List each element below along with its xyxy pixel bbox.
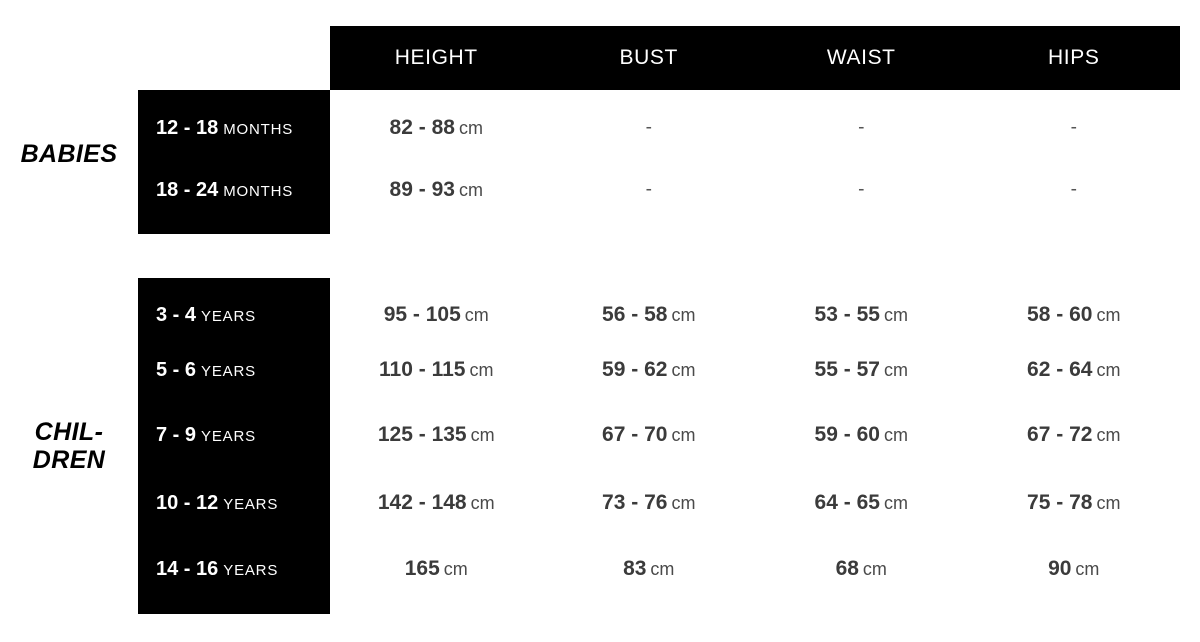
cell-hips-value: 62 - 64 bbox=[1027, 358, 1093, 381]
cell-bust bbox=[543, 117, 756, 139]
cell-height-unit: cm bbox=[458, 118, 483, 138]
cell-height bbox=[330, 178, 543, 202]
cell-height-value: 125 - 135 bbox=[377, 423, 467, 446]
table-header-row bbox=[330, 26, 1180, 90]
size-unit: YEARS bbox=[201, 362, 256, 380]
size-label bbox=[138, 179, 330, 202]
cell-waist-value: 68 bbox=[835, 557, 859, 580]
cell-height bbox=[330, 423, 543, 447]
cell-bust-unit: cm bbox=[671, 360, 696, 380]
cell-waist-value: - bbox=[858, 179, 865, 200]
size-label bbox=[138, 558, 330, 581]
cell-hips-unit: cm bbox=[1075, 559, 1100, 579]
cell-height-unit: cm bbox=[443, 559, 468, 579]
cell-hips-unit: cm bbox=[1096, 425, 1121, 445]
size-unit: YEARS bbox=[201, 427, 256, 445]
size-range: 7 - 9 bbox=[156, 423, 197, 446]
cell-height-unit: cm bbox=[458, 180, 483, 200]
size-range: 3 - 4 bbox=[156, 303, 197, 326]
size-range: 18 - 24 bbox=[156, 178, 219, 201]
cell-hips-value: 58 - 60 bbox=[1027, 303, 1093, 326]
cell-bust bbox=[543, 303, 756, 327]
cell-waist-value: 64 - 65 bbox=[814, 491, 880, 514]
cell-bust-value: 56 - 58 bbox=[602, 303, 668, 326]
size-range: 14 - 16 bbox=[156, 557, 219, 580]
cell-hips bbox=[968, 117, 1181, 139]
cell-height-unit: cm bbox=[470, 425, 495, 445]
group-label-children-line1: CHIL- bbox=[34, 418, 104, 446]
size-unit: MONTHS bbox=[223, 182, 294, 200]
cell-hips-value: - bbox=[1070, 117, 1077, 138]
cell-hips bbox=[968, 557, 1181, 581]
size-range: 5 - 6 bbox=[156, 358, 197, 381]
cell-waist bbox=[755, 117, 968, 139]
cell-height-value: 82 - 88 bbox=[389, 116, 455, 139]
column-header-hips: HIPS bbox=[1048, 46, 1100, 69]
cell-height-unit: cm bbox=[464, 305, 489, 325]
size-unit: YEARS bbox=[223, 495, 279, 513]
cell-waist-value: 53 - 55 bbox=[814, 303, 880, 326]
size-label bbox=[138, 304, 330, 327]
cell-hips-value: 67 - 72 bbox=[1027, 423, 1093, 446]
cell-hips-value: 90 bbox=[1048, 557, 1072, 580]
cell-hips-unit: cm bbox=[1096, 360, 1121, 380]
cell-height bbox=[330, 116, 543, 140]
cell-waist-unit: cm bbox=[883, 360, 908, 380]
cell-bust-value: 59 - 62 bbox=[602, 358, 668, 381]
size-range: 12 - 18 bbox=[156, 116, 219, 139]
cell-waist-unit: cm bbox=[862, 559, 887, 579]
cell-bust-value: 67 - 70 bbox=[602, 423, 668, 446]
cell-hips-value: 75 - 78 bbox=[1027, 491, 1093, 514]
cell-bust-unit: cm bbox=[671, 493, 696, 513]
cell-bust-unit: cm bbox=[650, 559, 675, 579]
cell-height-value: 165 bbox=[404, 557, 440, 580]
table-row bbox=[138, 96, 1180, 160]
cell-height-value: 110 - 115 bbox=[379, 358, 466, 381]
cell-height-unit: cm bbox=[470, 493, 495, 513]
size-label bbox=[138, 492, 330, 515]
cell-bust bbox=[543, 179, 756, 201]
cell-waist-value: 59 - 60 bbox=[814, 423, 880, 446]
cell-height bbox=[330, 491, 543, 515]
cell-height bbox=[330, 557, 543, 581]
cell-bust-unit: cm bbox=[671, 305, 696, 325]
group-label-children bbox=[0, 418, 138, 474]
size-unit: YEARS bbox=[223, 561, 279, 579]
cell-bust bbox=[543, 557, 756, 581]
cell-hips-value: - bbox=[1070, 179, 1077, 200]
cell-waist bbox=[755, 303, 968, 327]
cell-bust-value: 73 - 76 bbox=[602, 491, 668, 514]
cell-waist bbox=[755, 557, 968, 581]
table-row bbox=[138, 158, 1180, 222]
cell-hips-unit: cm bbox=[1096, 305, 1121, 325]
group-label-children-line2: DREN bbox=[32, 446, 106, 474]
cell-waist-value: - bbox=[858, 117, 865, 138]
cell-bust bbox=[543, 423, 756, 447]
cell-waist bbox=[755, 179, 968, 201]
size-unit: MONTHS bbox=[223, 120, 294, 138]
cell-hips-unit: cm bbox=[1096, 493, 1121, 513]
size-unit: YEARS bbox=[201, 307, 256, 325]
cell-hips bbox=[968, 358, 1181, 382]
cell-hips bbox=[968, 491, 1181, 515]
cell-waist-value: 55 - 57 bbox=[814, 358, 880, 381]
cell-waist-unit: cm bbox=[883, 305, 908, 325]
cell-bust-unit: cm bbox=[671, 425, 696, 445]
cell-waist bbox=[755, 358, 968, 382]
cell-waist-unit: cm bbox=[883, 425, 908, 445]
cell-waist bbox=[755, 491, 968, 515]
cell-hips bbox=[968, 179, 1181, 201]
group-label-babies: BABIES bbox=[20, 140, 118, 168]
cell-height bbox=[330, 358, 543, 382]
column-header-height: HEIGHT bbox=[394, 46, 478, 69]
size-label bbox=[138, 359, 330, 382]
cell-height bbox=[330, 303, 543, 327]
cell-bust-value: - bbox=[645, 179, 652, 200]
cell-height-value: 95 - 105 bbox=[383, 303, 461, 326]
cell-height-value: 89 - 93 bbox=[389, 178, 455, 201]
column-header-waist: WAIST bbox=[826, 46, 896, 69]
cell-hips bbox=[968, 303, 1181, 327]
cell-waist-unit: cm bbox=[883, 493, 908, 513]
size-label bbox=[138, 117, 330, 140]
column-header-bust: BUST bbox=[619, 46, 678, 69]
cell-bust bbox=[543, 491, 756, 515]
cell-height-unit: cm bbox=[469, 360, 494, 380]
table-row bbox=[138, 471, 1180, 535]
cell-hips bbox=[968, 423, 1181, 447]
cell-bust-value: 83 bbox=[623, 557, 647, 580]
size-label bbox=[138, 424, 330, 447]
cell-height-value: 142 - 148 bbox=[377, 491, 467, 514]
table-row bbox=[138, 537, 1180, 601]
cell-bust bbox=[543, 358, 756, 382]
cell-bust-value: - bbox=[645, 117, 652, 138]
size-range: 10 - 12 bbox=[156, 491, 219, 514]
table-row bbox=[138, 338, 1180, 402]
table-row bbox=[138, 403, 1180, 467]
cell-waist bbox=[755, 423, 968, 447]
